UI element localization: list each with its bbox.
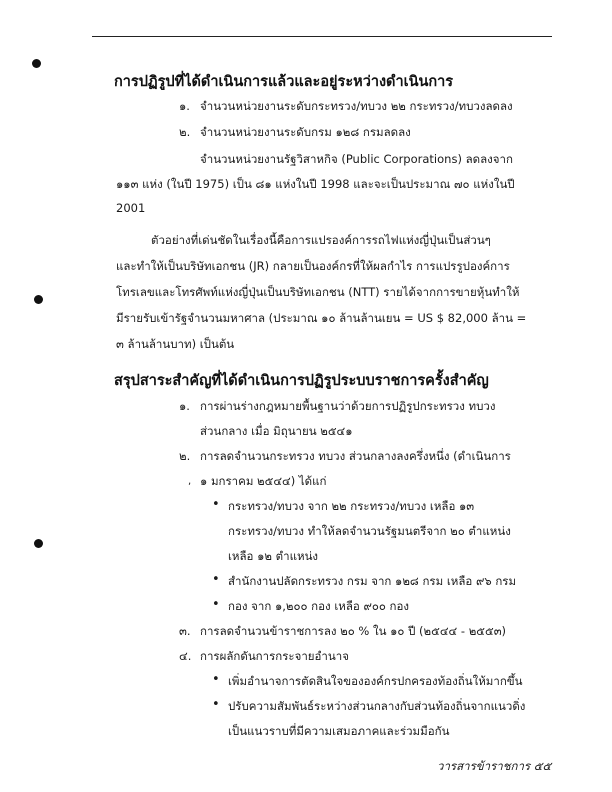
item-text: ส่วนกลาง เมื่อ มิถุนายน ๒๕๔๑ <box>200 424 353 438</box>
page-footer: วารสารข้าราชการ ๕๕ <box>437 759 552 773</box>
bullet: • <box>212 572 220 587</box>
item-text: การลดจำนวนข้าราชการลง ๒๐ % ใน ๑๐ ปี (๒๕๔๔ - ๒๕๕๓) <box>200 624 507 638</box>
bullet: • <box>212 597 220 612</box>
paragraph-line: ๑๑๓ แห่ง (ในปี 1975) เป็น ๘๑ แห่งในปี 1998 และจะเป็นประมาณ ๗๐ แห่งในปี <box>116 177 515 191</box>
paragraph-line: โทรเลขและโทรศัพท์แห่งญี่ปุ่นเป็นบริษัทเอกชน (NTT) รายได้จากการขายหุ้นทำให้ <box>116 285 520 299</box>
paragraph-line: ตัวอย่างที่เด่นชัดในเรื่องนี้คือการแปรองค์การรถไฟแห่งญี่ปุ่นเป็นส่วนๆ <box>151 233 491 247</box>
paragraph-line: จำนวนหน่วยงานรัฐวิสาหกิจ (Public Corporations) ลดลงจาก <box>200 152 513 166</box>
bullet-text: เหลือ ๑๒ ตำแหน่ง <box>228 549 319 563</box>
item-number: ๔. <box>179 649 192 663</box>
item-number: ๒. <box>179 125 191 139</box>
bullet-text: เพิ่มอำนาจการตัดสินใจขององค์กรปกครองท้องถิ่นให้มากขึ้น <box>228 674 523 688</box>
stray-mark: , <box>188 476 192 487</box>
bullet-text: กระทรวง/ทบวง จาก ๒๒ กระทรวง/ทบวง เหลือ ๑๓ <box>228 499 475 513</box>
item-number: ๑. <box>179 399 190 413</box>
item-text: การผ่านร่างกฎหมายพื้นฐานว่าด้วยการปฏิรูปกระทรวง ทบวง <box>200 399 496 413</box>
bullet-text: เป็นแนวราบที่มีความเสมอภาคและร่วมมือกัน <box>228 724 450 738</box>
item-number: ๓. <box>179 624 191 638</box>
punch-hole-middle <box>34 295 43 304</box>
item-number: ๑. <box>179 99 190 113</box>
punch-hole-bottom <box>34 539 43 548</box>
section-heading-summary: สรุปสาระสำคัญที่ได้ดำเนินการปฏิรูประบบราชการครั้งสำคัญ <box>114 373 489 389</box>
bullet: • <box>212 697 220 712</box>
bullet-text: กระทรวง/ทบวง ทำให้ลดจำนวนรัฐมนตรีจาก ๒๐ ตำแหน่ง <box>228 524 511 538</box>
section-heading-reforms: การปฏิรูปที่ได้ดำเนินการแล้วและอยู่ระหว่างดำเนินการ <box>114 74 454 90</box>
top-rule <box>92 36 552 37</box>
paragraph-line: และทำให้เป็นบริษัทเอกชน (JR) กลายเป็นองค์กรที่ให้ผลกำไร การแปรรูปองค์การ <box>116 259 510 273</box>
item-text: จำนวนหน่วยงานระดับกระทรวง/ทบวง ๒๒ กระทรวง/ทบวงลดลง <box>200 99 513 113</box>
bullet-text: กอง จาก ๑,๒๐๐ กอง เหลือ ๙๐๐ กอง <box>228 599 410 613</box>
item-text: จำนวนหน่วยงานระดับกรม ๑๒๘ กรมลดลง <box>200 125 411 139</box>
item-number: ๒. <box>179 449 191 463</box>
punch-hole-top <box>32 59 41 68</box>
item-text: ๑ มกราคม ๒๕๔๔) ได้แก่ <box>200 474 327 488</box>
bullet: • <box>212 672 220 687</box>
item-text: การผลักดันการกระจายอำนาจ <box>200 649 349 663</box>
paragraph-line: มีรายรับเข้ารัฐจำนวนมหาศาล (ประมาณ ๑๐ ล้านล้านเยน = US $ 82,000 ล้าน = <box>116 311 527 325</box>
bullet: • <box>212 497 220 512</box>
bullet-text: สำนักงานปลัดกระทรวง กรม จาก ๑๒๘ กรม เหลือ ๙๖ กรม <box>228 574 517 588</box>
paragraph-line: ๓ ล้านล้านบาท) เป็นต้น <box>116 337 235 351</box>
item-text: การลดจำนวนกระทรวง ทบวง ส่วนกลางลงครึ่งหนึ่ง (ดำเนินการ <box>200 449 511 463</box>
bullet-text: ปรับความสัมพันธ์ระหว่างส่วนกลางกับส่วนท้องถิ่นจากแนวดิ่ง <box>228 699 526 713</box>
paragraph-line: 2001 <box>116 201 146 215</box>
